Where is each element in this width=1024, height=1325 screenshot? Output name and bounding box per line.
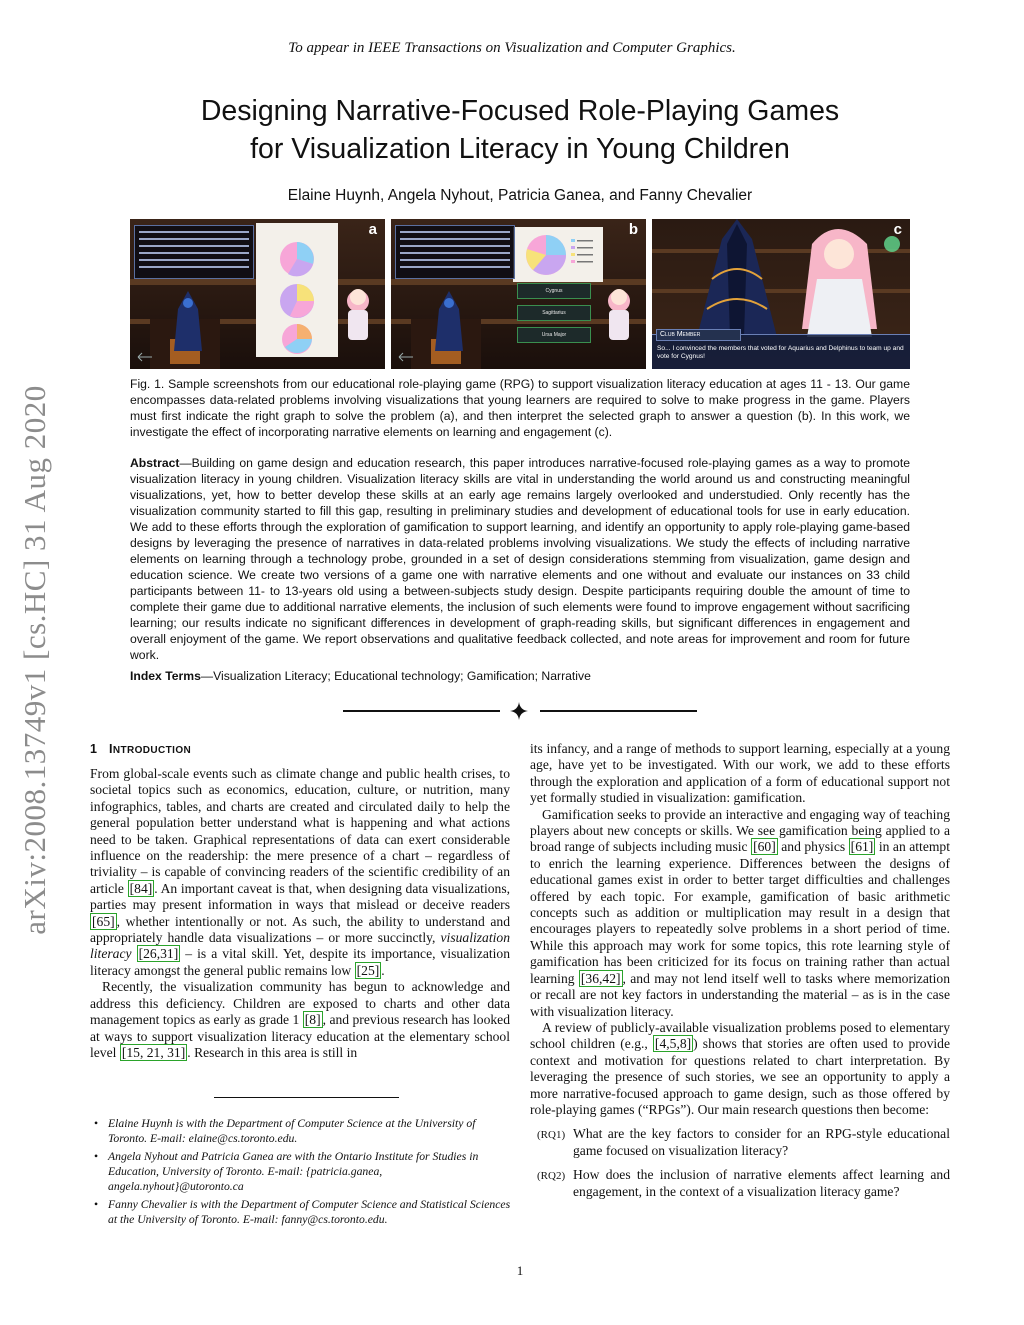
citation-link[interactable]: [25] [356,962,380,978]
arxiv-stamp: arXiv:2008.13749v1 [cs.HC] 31 Aug 2020 [17,385,52,935]
emphasized-term: visualization literacy [90,930,510,962]
girl-character [802,229,877,337]
section-title-rest: NTRODUCTION [112,745,192,756]
research-question-1 [530,1126,950,1159]
panel-label-a: a [368,221,377,238]
girl-character [608,289,630,340]
intro-paragraph-5: A review of publicly-available visualization problems posed to elementary school children (e.g., [4,5,8] ) shows that stories are often used to provide context and motivation for questions related to chart interpretation. By leveraging the presence of such stories, we see an opportunity to apply a more narrative-focused approach to game design, such as those offered by role-playing games (“RPGs”). Our main research questions then become: [530,1019,950,1117]
footnote-rule [214,1097,399,1098]
rq-text: What are the key factors to consider for an RPG-style educational game focused on visualization literacy? [573,1126,950,1158]
panel-label-b: b [628,221,638,238]
running-head: To appear in IEEE Transactions on Visualization and Computer Graphics. [288,40,736,56]
rq-label: (RQ2) [537,1170,566,1183]
research-question-2 [530,1167,950,1200]
four-point-star-icon [508,700,530,722]
intro-paragraph-4: Gamification seeks to provide an interactive and engaging way of teaching players about new concepts or skills. We see gamification being applied to a broad range of subjects including music [60] and physics [61] in an attempt to enrich the learning experience. Differences between the designs of educational games exist in order to better target difficulties and challenges offered by each topic. For example, gamification of basic arithmetic concepts such as addition or multiplication may result in a design that encourages players to repeatedly solve problems in a short period of time. While this approach may work for some topics, this rote learning style of gamification has been criticized for its focus on training rather than actual learning [36,42] , and may not lend itself well to tasks where memorization or recall are not key factors in understanding the material – as is in the case with visualization literacy. [530,806,951,1019]
index-terms-body: —Visualization Literacy; Educational technology; Gamification; Narrative [200,669,591,683]
separator-rule-left [343,710,500,712]
citation-link[interactable]: [65] [92,913,115,929]
figure-panel-c [652,219,910,369]
section-heading [90,742,191,756]
abstract-body: —Building on game design and education research, this paper introduces narrative-focused role-playing games as a way to promote visualization literacy in young children. Visualization literacy skills are vital in understanding the world around us and constructing meaningful visualizations, yet, how to better develop these skills at an early age remains largely overlooked and understudied. Only recently has the visualization community started to fill this gap, resulting in preliminary studies and development of educational tools for use in early education. We add to these efforts through the exploration of gamification to support learning, and identify an opportunity to apply role-playing game-based designs by leveraging the presence of narratives in data-related problems involving visualizations. We study the effects of including narrative elements on learning through a technology probe, grounded in a set of design considerations stemming from visualization, game design and education science. We create two versions of a game one with narrative elements and one without and evaluate our instances on 33 child participants between 11- to 13-years old using a between-subjects study design. Despite participants requiring double the amount of time to complete their game due to additional narrative elements, the inclusion of such elements were found to improve engagement without sacrificing learning; our results indicate no significant differences in development of graph-reading skills, but significant differences in engagement and overall enjoyment of the game. We report observations and qualitative feedback collected, and note areas for improvement and room for future work. [130,456,910,662]
section-title-initial: I [108,742,113,756]
abstract [130,455,910,663]
rq-text: How does the inclusion of narrative elements affect learning and engagement, in the context of a visualization literacy game? [573,1167,950,1199]
pie-thumbnails [280,242,314,354]
figure-panel-a [130,219,385,369]
citation-link[interactable]: [8] [304,1012,321,1028]
intro-paragraph-1: From global-scale events such as climate change and public health crises, to societal topics such as economics, education, culture, or nutrition, many infographics, tables, and charts are created and circulated daily to help the general population better understand what is happening and what actions need to be taken. Graphical representations of data can exert considerable influence on the readership: the mere presence of a chart – regardless of triviality – is capable of convincing readers of the scientific credibility of an article [84] . An important caveat is that, when designing data visualizations, parties may present information in ways that mislead or deceive readers [65] , whether intentionally or not. As such, the ability to understand and appropriately handle data visualizations – or more succinctly, visualization literacy [26,31] – is a vital skill. Yet, despite its importance, visualization literacy amongst the general public remains low [25] . [90,766,511,978]
page-number: 1 [516,1263,524,1278]
paper-title [140,92,900,168]
figure-panel-b [391,219,646,369]
magic-orb [884,236,900,252]
panel-label-c: c [893,221,902,238]
citation-link[interactable]: [15, 21, 31] [121,1044,186,1060]
dialogue-speaker: Club Member [656,329,741,341]
separator-rule-right [540,710,697,712]
answer-choice-2[interactable]: Sagittarius [517,305,591,321]
question-panel-a [134,225,254,279]
footnote-item: • Angela Nyhout and Patricia Ganea are with the Ontario Institute for Studies in Education, University of Toronto. E-mail: {patricia.ganea, angela.nyhout}@utoronto.ca [108,1149,512,1194]
answer-choice-1[interactable]: Cygnus [517,283,591,299]
index-terms-lead: Index Terms [130,669,201,683]
author-footnotes [90,1116,512,1230]
index-terms [130,668,910,684]
section-number: 1 [90,742,98,756]
citation-link[interactable]: [84] [129,880,153,896]
citation-link[interactable]: [60] [753,839,776,855]
author-list: Elaine Huynh, Angela Nyhout, Patricia Ganea, and Fanny Chevalier [287,187,753,204]
citation-link[interactable]: [4,5,8] [654,1036,692,1052]
answer-choice-3[interactable]: Ursa Major [517,327,591,343]
footnote-item: • Fanny Chevalier is with the Department of Computer Science and Statistical Sciences at the University of Toronto. E-mail: fanny@cs.toronto.edu. [108,1197,512,1227]
dialogue-box [652,331,910,369]
footnote-item: • Elaine Huynh is with the Department of Computer Science at the University of Toronto. E-mail: elaine@cs.toronto.edu. [108,1116,512,1146]
citation-link[interactable]: [61] [850,839,874,855]
question-panel-b [395,225,515,279]
left-column [90,766,510,1061]
intro-paragraph-3: its infancy, and a range of methods to support learning, especially at a young age, have yet to be investigated. With our work, we add to these efforts through the exploration and application of a form of educational support not yet formally studied in visualization: gamification. [530,741,950,806]
figure-caption: Fig. 1. Sample screenshots from our educational role-playing game (RPG) to support visualization literacy education at ages 11 - 13. Our game encompasses data-related problems involving visualizations that young learners are required to solve to make progress in the game. Players must first indicate the right graph to solve the problem (a), and then interpret the selected graph to answer a question (b). In this work, we investigate the effect of incorporating narrative elements on learning and engagement (c). [130,377,910,439]
citation-link[interactable]: [26,31] [138,946,179,962]
title-line-2: for Visualization Literacy in Young Children [250,133,790,165]
citation-link[interactable]: [36,42] [580,970,621,986]
intro-paragraph-2: Recently, the visualization community has begun to acknowledge and address this deficiency. Children are exposed to charts and other data management topics as early as grade 1 [8] , and previous research has looked at ways to support visualization literacy education at the elementary school level [15, 21, 31] . Research in this area is still in [90,979,510,1060]
right-column [530,741,950,1200]
abstract-lead: Abstract [130,456,180,470]
rq-label: (RQ1) [537,1129,566,1142]
title-line-1: Designing Narrative-Focused Role-Playing Games [200,95,840,127]
selected-pie-chart [526,235,566,275]
dialogue-text: So... I convinced the members that voted for Aquarius and Delphinus to team up and vote for Cygnus! [657,345,904,360]
girl-character [347,289,369,340]
